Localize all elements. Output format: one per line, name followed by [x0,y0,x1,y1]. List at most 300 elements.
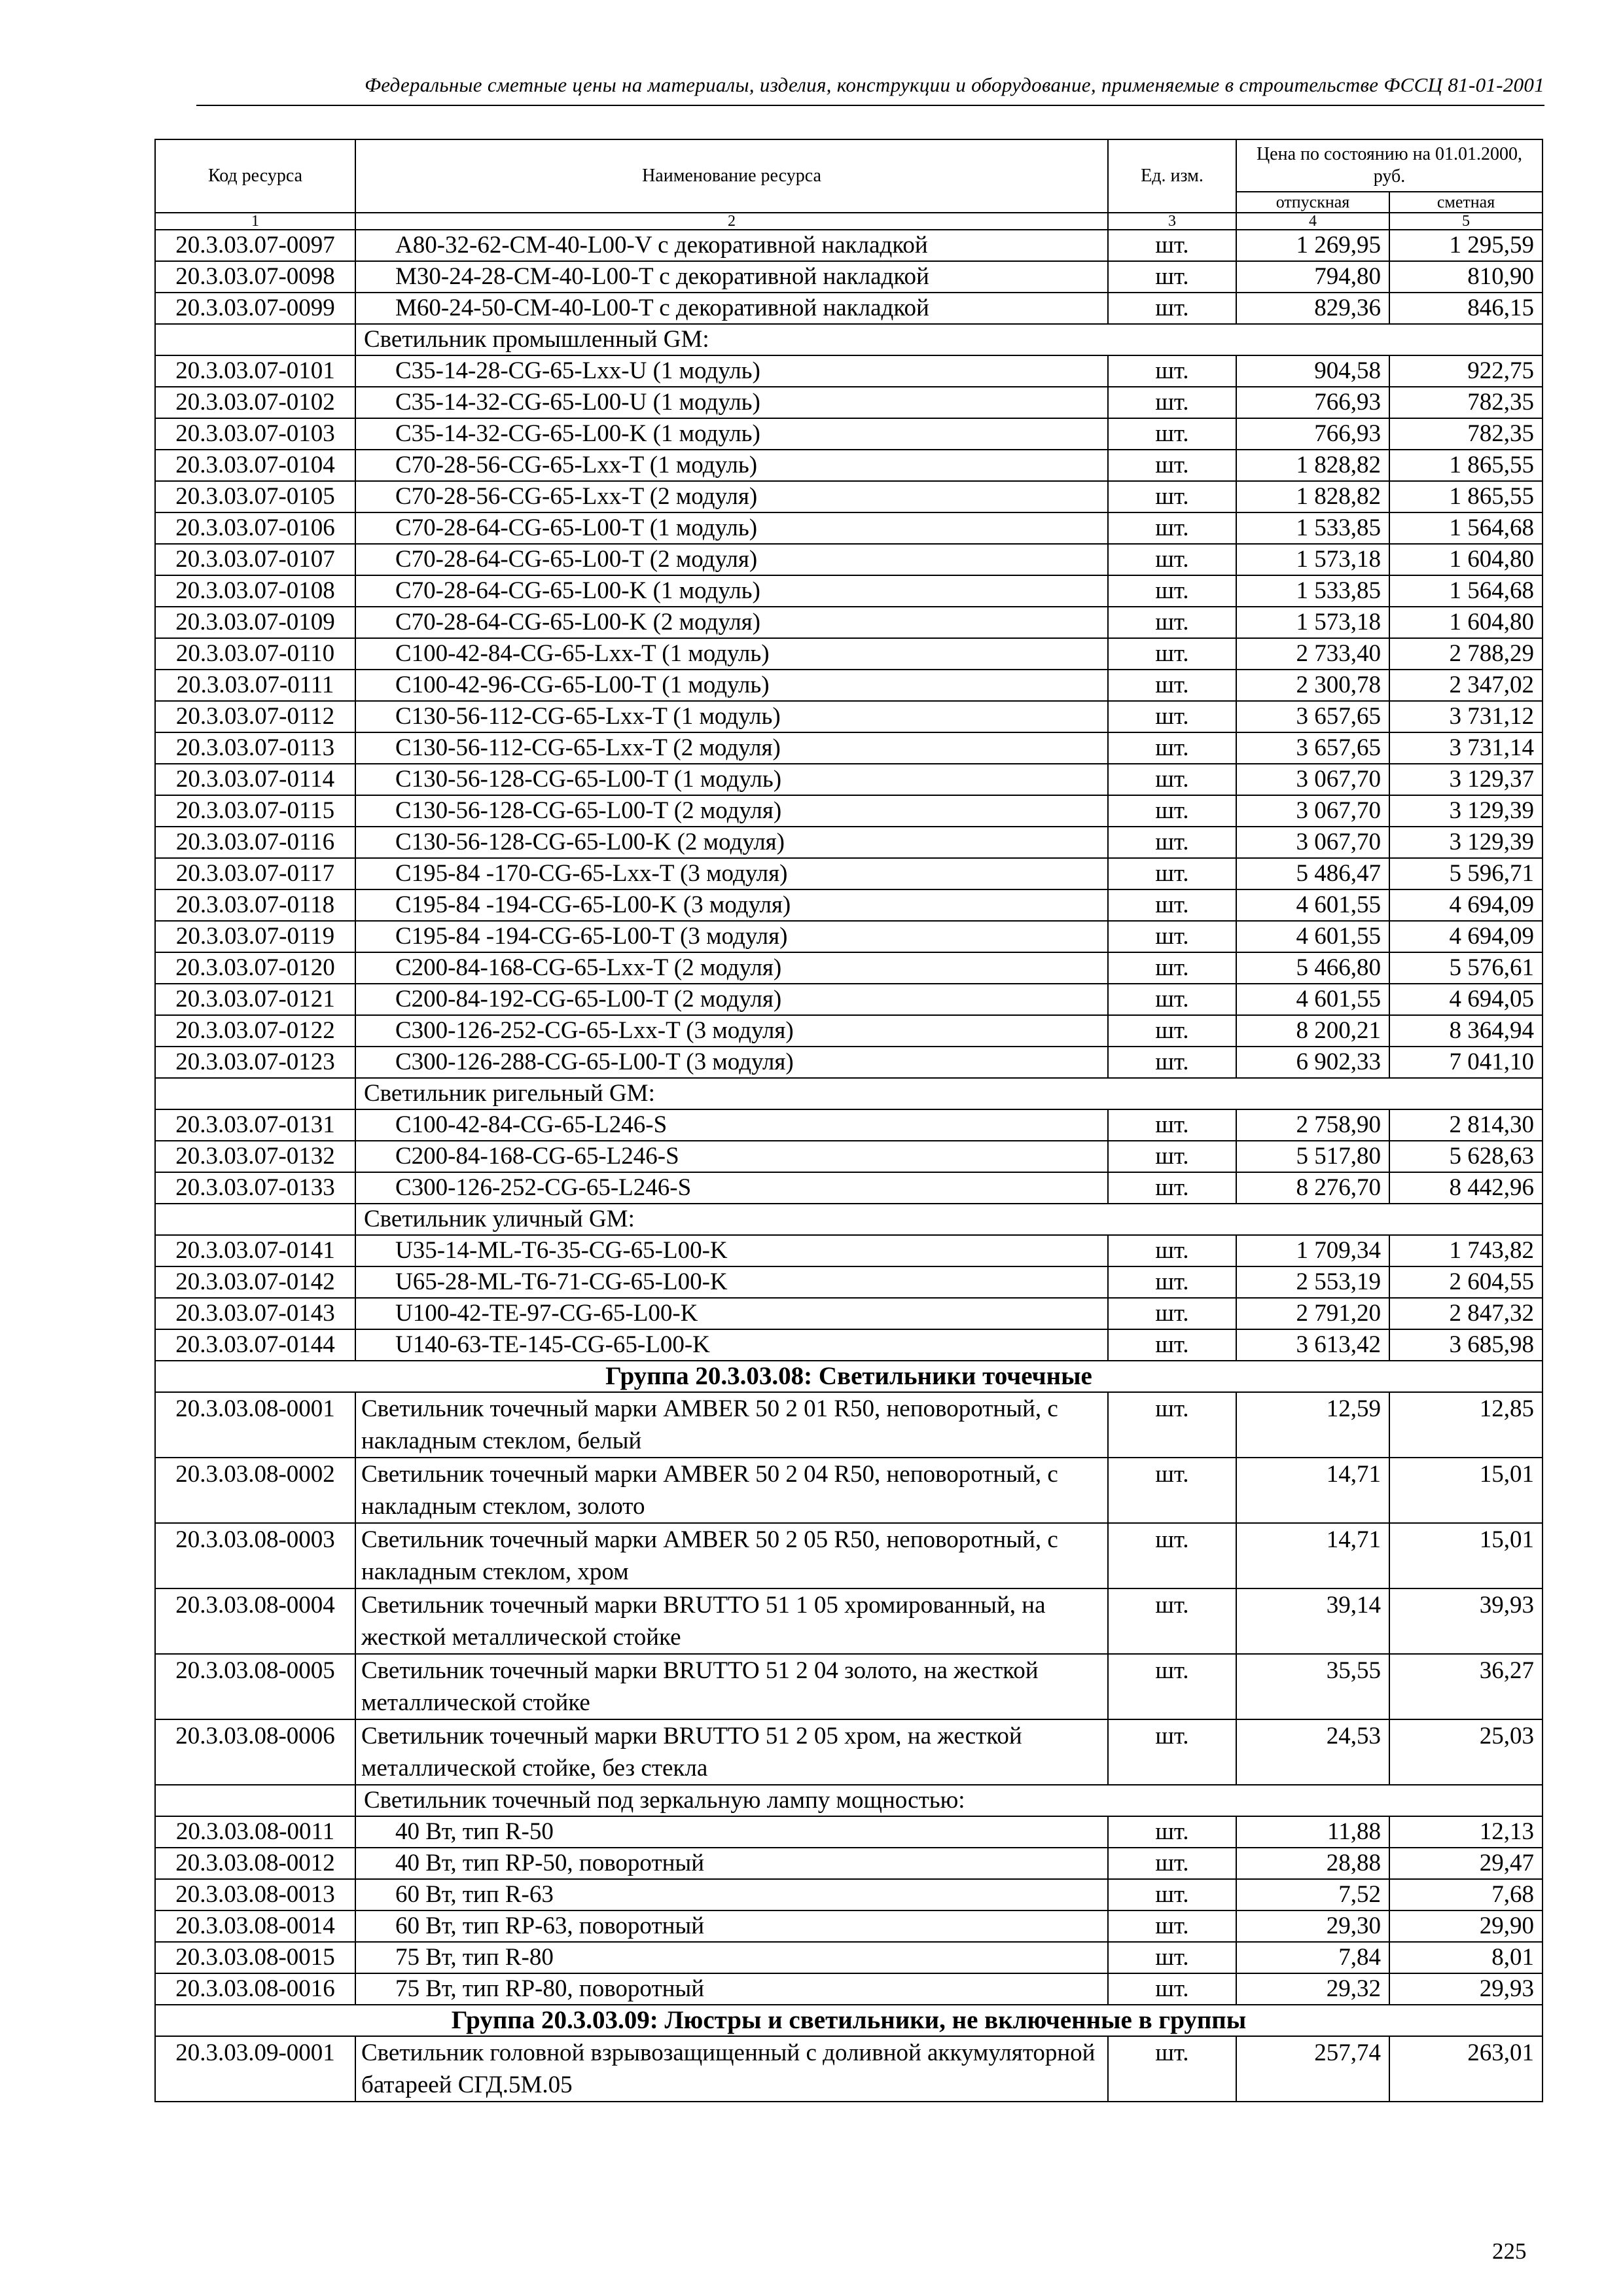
release-price: 829,36 [1236,293,1389,324]
table-row [155,1047,1543,1078]
table-row [155,1910,1543,1942]
unit-cell: шт. [1108,230,1236,261]
release-price: 7,52 [1236,1879,1389,1910]
resource-name: C200-84-168-CG-65-Lxx-T (2 модуля) [355,952,1108,984]
table-row [155,638,1543,670]
resource-code: 20.3.03.07-0133 [155,1172,355,1204]
resource-name: C130-56-128-CG-65-L00-K (2 модуля) [355,827,1108,858]
estimate-price: 1 604,80 [1389,607,1543,638]
table-body [155,230,1543,2102]
release-price: 11,88 [1236,1816,1389,1848]
col-number: 1 [155,213,355,230]
unit-cell: шт. [1108,481,1236,512]
unit-cell: шт. [1108,921,1236,952]
estimate-price: 1 865,55 [1389,481,1543,512]
unit-cell: шт. [1108,418,1236,450]
col-number: 3 [1108,213,1236,230]
resource-name: Светильник головной взрывозащищенный с доливной аккумуляторной батареей СГД.5М.05 [355,2036,1108,2102]
table-row [155,1172,1543,1204]
estimate-price: 29,47 [1389,1848,1543,1879]
table-row [155,984,1543,1015]
table-row [155,1879,1543,1910]
resource-code: 20.3.03.07-0101 [155,355,355,387]
unit-cell: шт. [1108,387,1236,418]
table-row [155,575,1543,607]
table-row [155,607,1543,638]
release-price: 3 657,65 [1236,732,1389,764]
unit-cell: шт. [1108,1392,1236,1458]
unit-cell: шт. [1108,2036,1236,2102]
resource-code: 20.3.03.07-0123 [155,1047,355,1078]
table-row [155,1458,1543,1523]
table-row [155,261,1543,293]
table-row [155,293,1543,324]
resource-name: C130-56-128-CG-65-L00-T (1 модуль) [355,764,1108,795]
unit-cell: шт. [1108,293,1236,324]
unit-cell: шт. [1108,795,1236,827]
unit-cell: шт. [1108,827,1236,858]
release-price: 904,58 [1236,355,1389,387]
resource-code: 20.3.03.07-0131 [155,1109,355,1141]
resource-code: 20.3.03.07-0121 [155,984,355,1015]
col-header-unit: Ед. изм. [1108,139,1236,213]
unit-cell: шт. [1108,701,1236,732]
release-price: 1 269,95 [1236,230,1389,261]
table-row [155,1015,1543,1047]
resource-name: C300-126-252-CG-65-L246-S [355,1172,1108,1204]
estimate-price: 782,35 [1389,418,1543,450]
table-row [155,512,1543,544]
unit-cell: шт. [1108,1458,1236,1523]
subheading-row [155,324,1543,355]
release-price: 1 533,85 [1236,512,1389,544]
estimate-price: 7,68 [1389,1879,1543,1910]
estimate-price: 3 129,39 [1389,827,1543,858]
col-header-price-group: Цена по состоянию на 01.01.2000, руб. [1236,139,1543,192]
resource-name: Светильник точечный марки AMBER 50 2 01 R50, неповоротный, с накладным стеклом, белый [355,1392,1108,1458]
unit-cell: шт. [1108,1654,1236,1719]
estimate-price: 1 564,68 [1389,512,1543,544]
unit-cell: шт. [1108,1141,1236,1172]
unit-cell: шт. [1108,261,1236,293]
estimate-price: 1 604,80 [1389,544,1543,575]
price-table [154,139,1543,2102]
resource-code: 20.3.03.09-0001 [155,2036,355,2102]
resource-code: 20.3.03.07-0113 [155,732,355,764]
unit-cell: шт. [1108,1172,1236,1204]
resource-name: U100-42-TE-97-CG-65-L00-K [355,1298,1108,1329]
table-row [155,1654,1543,1719]
col-number: 4 [1236,213,1389,230]
resource-code: 20.3.03.07-0119 [155,921,355,952]
resource-name: C35-14-32-CG-65-L00-U (1 модуль) [355,387,1108,418]
col-number: 2 [355,213,1108,230]
resource-name: Светильник точечный марки BRUTTO 51 2 05 хром, на жесткой металлической стойке, без стекла [355,1719,1108,1785]
unit-cell: шт. [1108,575,1236,607]
resource-code: 20.3.03.08-0006 [155,1719,355,1785]
table-row [155,1109,1543,1141]
estimate-price: 263,01 [1389,2036,1543,2102]
release-price: 8 200,21 [1236,1015,1389,1047]
estimate-price: 25,03 [1389,1719,1543,1785]
table-row [155,1816,1543,1848]
unit-cell: шт. [1108,1523,1236,1588]
estimate-price: 4 694,09 [1389,921,1543,952]
resource-name: M60-24-50-CM-40-L00-T с декоративной накладкой [355,293,1108,324]
resource-name: 75 Вт, тип RP-80, поворотный [355,1973,1108,2005]
resource-code: 20.3.03.07-0106 [155,512,355,544]
estimate-price: 810,90 [1389,261,1543,293]
release-price: 14,71 [1236,1523,1389,1588]
release-price: 29,32 [1236,1973,1389,2005]
resource-name: C200-84-168-CG-65-L246-S [355,1141,1108,1172]
release-price: 39,14 [1236,1588,1389,1654]
resource-code: 20.3.03.08-0012 [155,1848,355,1879]
estimate-price: 8,01 [1389,1942,1543,1973]
release-price: 3 657,65 [1236,701,1389,732]
release-price: 257,74 [1236,2036,1389,2102]
resource-code: 20.3.03.07-0105 [155,481,355,512]
col-header-release: отпускная [1236,192,1389,213]
estimate-price: 29,93 [1389,1973,1543,2005]
table-row [155,889,1543,921]
resource-name: U35-14-ML-T6-35-CG-65-L00-K [355,1235,1108,1266]
release-price: 2 553,19 [1236,1266,1389,1298]
estimate-price: 8 442,96 [1389,1172,1543,1204]
table-row [155,481,1543,512]
release-price: 1 573,18 [1236,544,1389,575]
unit-cell: шт. [1108,544,1236,575]
unit-cell: шт. [1108,1848,1236,1879]
unit-cell: шт. [1108,732,1236,764]
group-heading: Группа 20.3.03.08: Светильники точечные [155,1361,1543,1392]
empty-cell [155,1204,355,1235]
estimate-price: 15,01 [1389,1523,1543,1588]
resource-name: C70-28-64-CG-65-L00-T (2 модуля) [355,544,1108,575]
table-row [155,1942,1543,1973]
empty-cell [155,1078,355,1109]
estimate-price: 7 041,10 [1389,1047,1543,1078]
unit-cell: шт. [1108,952,1236,984]
resource-name: C195-84 -194-CG-65-L00-T (3 модуля) [355,921,1108,952]
unit-cell: шт. [1108,984,1236,1015]
resource-name: C300-126-252-CG-65-Lxx-T (3 модуля) [355,1015,1108,1047]
release-price: 3 067,70 [1236,764,1389,795]
estimate-price: 2 788,29 [1389,638,1543,670]
resource-name: C70-28-64-CG-65-L00-K (2 модуля) [355,607,1108,638]
unit-cell: шт. [1108,1329,1236,1361]
release-price: 5 486,47 [1236,858,1389,889]
resource-code: 20.3.03.08-0011 [155,1816,355,1848]
unit-cell: шт. [1108,889,1236,921]
resource-name: C70-28-56-CG-65-Lxx-T (2 модуля) [355,481,1108,512]
release-price: 766,93 [1236,387,1389,418]
resource-name: C200-84-192-CG-65-L00-T (2 модуля) [355,984,1108,1015]
table-row [155,1588,1543,1654]
release-price: 1 573,18 [1236,607,1389,638]
unit-cell: шт. [1108,355,1236,387]
resource-code: 20.3.03.07-0108 [155,575,355,607]
resource-name: C130-56-112-CG-65-Lxx-T (2 модуля) [355,732,1108,764]
col-header-estimate: сметная [1389,192,1543,213]
unit-cell: шт. [1108,670,1236,701]
release-price: 3 613,42 [1236,1329,1389,1361]
resource-code: 20.3.03.07-0143 [155,1298,355,1329]
resource-code: 20.3.03.08-0003 [155,1523,355,1588]
release-price: 2 758,90 [1236,1109,1389,1141]
table-row [155,701,1543,732]
unit-cell: шт. [1108,1109,1236,1141]
unit-cell: шт. [1108,1942,1236,1973]
table-row [155,670,1543,701]
resource-name: C130-56-128-CG-65-L00-T (2 модуля) [355,795,1108,827]
estimate-price: 12,13 [1389,1816,1543,1848]
resource-code: 20.3.03.07-0142 [155,1266,355,1298]
release-price: 1 533,85 [1236,575,1389,607]
estimate-price: 5 576,61 [1389,952,1543,984]
resource-code: 20.3.03.07-0110 [155,638,355,670]
resource-code: 20.3.03.07-0103 [155,418,355,450]
unit-cell: шт. [1108,638,1236,670]
resource-name: Светильник точечный марки AMBER 50 2 05 R50, неповоротный, с накладным стеклом, хром [355,1523,1108,1588]
resource-code: 20.3.03.08-0005 [155,1654,355,1719]
unit-cell: шт. [1108,1047,1236,1078]
resource-name: C70-28-64-CG-65-L00-K (1 модуль) [355,575,1108,607]
unit-cell: шт. [1108,1910,1236,1942]
resource-name: C100-42-84-CG-65-L246-S [355,1109,1108,1141]
estimate-price: 922,75 [1389,355,1543,387]
page-number: 225 [1492,2238,1527,2264]
release-price: 1 709,34 [1236,1235,1389,1266]
release-price: 29,30 [1236,1910,1389,1942]
release-price: 4 601,55 [1236,984,1389,1015]
resource-code: 20.3.03.07-0107 [155,544,355,575]
estimate-price: 3 685,98 [1389,1329,1543,1361]
release-price: 1 828,82 [1236,481,1389,512]
empty-cell [155,1785,355,1816]
resource-name: U140-63-TE-145-CG-65-L00-K [355,1329,1108,1361]
table-row [155,544,1543,575]
table-row [155,1266,1543,1298]
group-heading-row [155,2005,1543,2036]
resource-code: 20.3.03.07-0104 [155,450,355,481]
table-row [155,387,1543,418]
resource-name: C100-42-96-CG-65-L00-T (1 модуль) [355,670,1108,701]
unit-cell: шт. [1108,607,1236,638]
estimate-price: 3 129,37 [1389,764,1543,795]
release-price: 4 601,55 [1236,921,1389,952]
subheading-row [155,1785,1543,1816]
resource-code: 20.3.03.07-0141 [155,1235,355,1266]
resource-code: 20.3.03.08-0014 [155,1910,355,1942]
estimate-price: 1 865,55 [1389,450,1543,481]
resource-code: 20.3.03.08-0016 [155,1973,355,2005]
estimate-price: 2 604,55 [1389,1266,1543,1298]
resource-name: M30-24-28-CM-40-L00-T с декоративной накладкой [355,261,1108,293]
resource-name: C195-84 -170-CG-65-Lxx-T (3 модуля) [355,858,1108,889]
table-row [155,1848,1543,1879]
subheading: Светильник промышленный GM: [355,324,1543,355]
release-price: 3 067,70 [1236,795,1389,827]
resource-code: 20.3.03.07-0132 [155,1141,355,1172]
release-price: 766,93 [1236,418,1389,450]
release-price: 14,71 [1236,1458,1389,1523]
resource-name: C100-42-84-CG-65-Lxx-T (1 модуль) [355,638,1108,670]
unit-cell: шт. [1108,1588,1236,1654]
table-row [155,2036,1543,2102]
resource-name: C70-28-56-CG-65-Lxx-T (1 модуль) [355,450,1108,481]
unit-cell: шт. [1108,1816,1236,1848]
resource-name: 40 Вт, тип RP-50, поворотный [355,1848,1108,1879]
resource-code: 20.3.03.07-0122 [155,1015,355,1047]
unit-cell: шт. [1108,512,1236,544]
estimate-price: 39,93 [1389,1588,1543,1654]
release-price: 12,59 [1236,1392,1389,1458]
unit-cell: шт. [1108,1235,1236,1266]
col-number: 5 [1389,213,1543,230]
resource-code: 20.3.03.07-0102 [155,387,355,418]
unit-cell: шт. [1108,764,1236,795]
table-row [155,858,1543,889]
resource-code: 20.3.03.07-0109 [155,607,355,638]
header-rule [196,105,1544,106]
resource-code: 20.3.03.08-0013 [155,1879,355,1910]
estimate-price: 36,27 [1389,1654,1543,1719]
subheading: Светильник точечный под зеркальную лампу мощностью: [355,1785,1543,1816]
estimate-price: 2 347,02 [1389,670,1543,701]
estimate-price: 782,35 [1389,387,1543,418]
resource-name: 75 Вт, тип R-80 [355,1942,1108,1973]
subheading: Светильник ригельный GM: [355,1078,1543,1109]
subheading-row [155,1078,1543,1109]
resource-code: 20.3.03.07-0116 [155,827,355,858]
table-row [155,1523,1543,1588]
table-row [155,1392,1543,1458]
table-row [155,732,1543,764]
release-price: 7,84 [1236,1942,1389,1973]
release-price: 28,88 [1236,1848,1389,1879]
table-row [155,952,1543,984]
resource-name: C130-56-112-CG-65-Lxx-T (1 модуль) [355,701,1108,732]
resource-code: 20.3.03.08-0002 [155,1458,355,1523]
resource-name: 60 Вт, тип R-63 [355,1879,1108,1910]
group-heading: Группа 20.3.03.09: Люстры и светильники, не включенные в группы [155,2005,1543,2036]
resource-code: 20.3.03.07-0120 [155,952,355,984]
resource-code: 20.3.03.07-0118 [155,889,355,921]
resource-name: Светильник точечный марки BRUTTO 51 2 04 золото, на жесткой металлической стойке [355,1654,1108,1719]
release-price: 6 902,33 [1236,1047,1389,1078]
resource-name: C35-14-32-CG-65-L00-K (1 модуль) [355,418,1108,450]
estimate-price: 29,90 [1389,1910,1543,1942]
resource-name: 40 Вт, тип R-50 [355,1816,1108,1848]
estimate-price: 3 731,12 [1389,701,1543,732]
resource-code: 20.3.03.08-0001 [155,1392,355,1458]
unit-cell: шт. [1108,1719,1236,1785]
estimate-price: 3 129,39 [1389,795,1543,827]
resource-code: 20.3.03.07-0099 [155,293,355,324]
resource-code: 20.3.03.07-0097 [155,230,355,261]
release-price: 8 276,70 [1236,1172,1389,1204]
table-row [155,1298,1543,1329]
running-title: Федеральные сметные цены на материалы, изделия, конструкции и оборудование, применяемые в строительстве ФССЦ 81-01-2001 [365,73,1544,96]
estimate-price: 5 628,63 [1389,1141,1543,1172]
table-row [155,230,1543,261]
release-price: 35,55 [1236,1654,1389,1719]
table-row [155,764,1543,795]
resource-code: 20.3.03.07-0114 [155,764,355,795]
table-row [155,418,1543,450]
unit-cell: шт. [1108,1298,1236,1329]
estimate-price: 12,85 [1389,1392,1543,1458]
table-row [155,1235,1543,1266]
resource-code: 20.3.03.07-0115 [155,795,355,827]
table-row [155,1973,1543,2005]
release-price: 5 466,80 [1236,952,1389,984]
unit-cell: шт. [1108,858,1236,889]
release-price: 2 733,40 [1236,638,1389,670]
estimate-price: 1 295,59 [1389,230,1543,261]
release-price: 794,80 [1236,261,1389,293]
table-row [155,795,1543,827]
table-row [155,1719,1543,1785]
resource-code: 20.3.03.07-0111 [155,670,355,701]
resource-name: A80-32-62-CM-40-L00-V с декоративной накладкой [355,230,1108,261]
unit-cell: шт. [1108,1266,1236,1298]
estimate-price: 5 596,71 [1389,858,1543,889]
resource-code: 20.3.03.07-0144 [155,1329,355,1361]
release-price: 2 791,20 [1236,1298,1389,1329]
resource-code: 20.3.03.08-0004 [155,1588,355,1654]
unit-cell: шт. [1108,450,1236,481]
release-price: 2 300,78 [1236,670,1389,701]
resource-code: 20.3.03.07-0117 [155,858,355,889]
unit-cell: шт. [1108,1973,1236,2005]
resource-name: Светильник точечный марки AMBER 50 2 04 R50, неповоротный, с накладным стеклом, золото [355,1458,1108,1523]
estimate-price: 3 731,14 [1389,732,1543,764]
table-row [155,355,1543,387]
resource-code: 20.3.03.07-0098 [155,261,355,293]
subheading-row [155,1204,1543,1235]
release-price: 1 828,82 [1236,450,1389,481]
resource-name: C35-14-28-CG-65-Lxx-U (1 модуль) [355,355,1108,387]
estimate-price: 846,15 [1389,293,1543,324]
table-row [155,1329,1543,1361]
resource-code: 20.3.03.08-0015 [155,1942,355,1973]
release-price: 5 517,80 [1236,1141,1389,1172]
resource-name: Светильник точечный марки BRUTTO 51 1 05 хромированный, на жесткой металлической стойке [355,1588,1108,1654]
release-price: 3 067,70 [1236,827,1389,858]
estimate-price: 1 564,68 [1389,575,1543,607]
release-price: 4 601,55 [1236,889,1389,921]
resource-name: C195-84 -194-CG-65-L00-K (3 модуля) [355,889,1108,921]
resource-name: C70-28-64-CG-65-L00-T (1 модуль) [355,512,1108,544]
resource-name: 60 Вт, тип RP-63, поворотный [355,1910,1108,1942]
empty-cell [155,324,355,355]
resource-name: C300-126-288-CG-65-L00-T (3 модуля) [355,1047,1108,1078]
table-row [155,450,1543,481]
resource-code: 20.3.03.07-0112 [155,701,355,732]
table-row [155,921,1543,952]
estimate-price: 4 694,09 [1389,889,1543,921]
group-heading-row [155,1361,1543,1392]
subheading: Светильник уличный GM: [355,1204,1543,1235]
estimate-price: 8 364,94 [1389,1015,1543,1047]
col-header-name: Наименование ресурса [355,139,1108,213]
unit-cell: шт. [1108,1015,1236,1047]
estimate-price: 2 847,32 [1389,1298,1543,1329]
table-row [155,1141,1543,1172]
table-row [155,827,1543,858]
